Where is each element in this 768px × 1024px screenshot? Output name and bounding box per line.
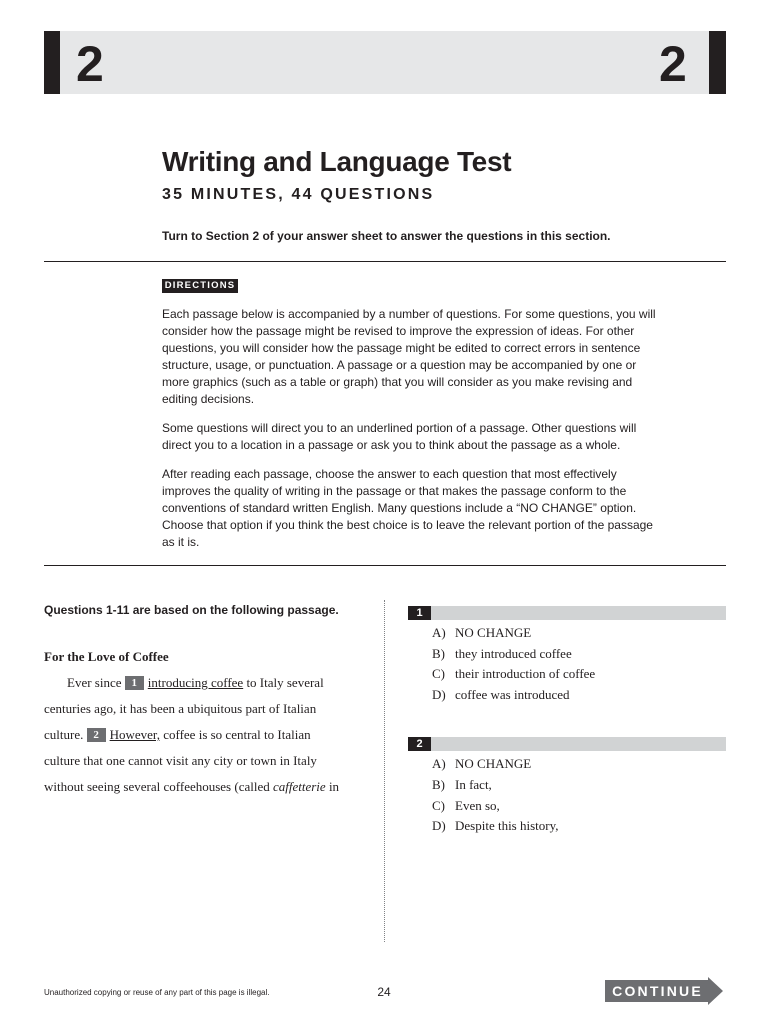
question-1-number: 1: [408, 606, 431, 620]
option-letter: C): [432, 666, 445, 681]
option-letter: B): [432, 777, 445, 792]
passage-line: [67, 675, 324, 691]
test-subtitle: 35 MINUTES, 44 QUESTIONS: [162, 186, 435, 203]
underlined-portion-1: introducing coffee: [147, 675, 244, 690]
option-text: their introduction of coffee: [455, 666, 596, 681]
option-text: they introduced coffee: [455, 646, 572, 661]
directions-paragraph: Each passage below is accompanied by a number of questions. For some questions, you will consider how the passage might be revised to improve the expression of ideas. For other questions, you will consider how the passage might be edited to correct errors in sentence structure, usage, or punctuation. A passage or a question may be accompanied by one or more graphics (such as a table or graph) that you will consider as you make revising and editing decisions.: [162, 307, 656, 406]
option-text: In fact,: [455, 777, 492, 792]
question-1-header-bar: [408, 606, 726, 620]
test-title: Writing and Language Test: [162, 146, 512, 177]
directions-divider: [44, 565, 726, 566]
page-number: 24: [377, 985, 391, 999]
passage-line: [44, 727, 311, 743]
question-2-header-bar: [408, 737, 726, 751]
answer-option-2c[interactable]: [432, 798, 500, 814]
continue-label: CONTINUE: [612, 983, 703, 999]
answer-option-2d[interactable]: [432, 818, 559, 834]
passage-line: [44, 779, 339, 795]
section-number-left: 2: [76, 36, 104, 92]
option-text: Despite this history,: [455, 818, 559, 833]
section-number-right: 2: [659, 36, 687, 92]
answer-option-2a[interactable]: [432, 756, 531, 772]
section-header-right-bar: [709, 31, 726, 94]
section-header-left-bar: [44, 31, 60, 94]
directions-paragraph: Some questions will direct you to an underlined portion of a passage. Other questions will direct you to a location in a passage or ask you to think about the passage as a whole.: [162, 421, 637, 452]
passage-line: centuries ago, it has been a ubiquitous part of Italian: [44, 701, 317, 716]
option-text: NO CHANGE: [455, 756, 532, 771]
question-marker-2: 2: [87, 728, 106, 742]
directions-paragraph: After reading each passage, choose the answer to each question that most effectively improves the quality of writing in the passage or that makes the passage conform to the conventions of standard written English. Many questions include a “NO CHANGE” option. Choose that option if you think the best choice is to leave the relevant portion of the passage as it is.: [162, 467, 653, 549]
option-text: NO CHANGE: [455, 625, 532, 640]
passage-title: For the Love of Coffee: [44, 649, 169, 664]
passage-text: without seeing several coffeehouses (called: [44, 779, 270, 794]
underlined-portion-2: However,: [109, 727, 160, 742]
passage-text: coffee is so central to Italian: [163, 727, 311, 742]
option-letter: D): [432, 687, 446, 702]
answer-option-1b[interactable]: [432, 646, 572, 662]
option-letter: A): [432, 625, 446, 640]
option-text: Even so,: [455, 798, 500, 813]
option-letter: D): [432, 818, 446, 833]
answer-sheet-instruction: Turn to Section 2 of your answer sheet to answer the questions in this section.: [162, 229, 611, 243]
option-letter: A): [432, 756, 446, 771]
question-2-number: 2: [408, 737, 431, 751]
option-text: coffee was introduced: [455, 687, 570, 702]
copyright-note: Unauthorized copying or reuse of any part of this page is illegal.: [44, 988, 270, 997]
passage-text: culture.: [44, 727, 84, 742]
answer-option-1d[interactable]: [432, 687, 570, 703]
passage-text: to Italy several: [246, 675, 324, 690]
column-divider: [384, 600, 385, 942]
option-letter: B): [432, 646, 445, 661]
directions-label: DIRECTIONS: [162, 279, 238, 293]
answer-option-1c[interactable]: [432, 666, 595, 682]
continue-button[interactable]: [605, 977, 723, 1005]
questions-heading: Questions 1-11 are based on the following passage.: [44, 603, 339, 617]
passage-text: in: [328, 779, 340, 794]
answer-option-2b[interactable]: [432, 777, 492, 793]
option-letter: C): [432, 798, 445, 813]
question-marker-1: 1: [125, 676, 144, 690]
passage-line: culture that one cannot visit any city or town in Italy: [44, 753, 317, 768]
section-header-band: [44, 31, 726, 94]
passage-italic-term: caffetterie: [272, 779, 326, 794]
passage-text: Ever since: [67, 675, 122, 690]
answer-option-1a[interactable]: [432, 625, 531, 641]
top-divider: [44, 261, 726, 262]
